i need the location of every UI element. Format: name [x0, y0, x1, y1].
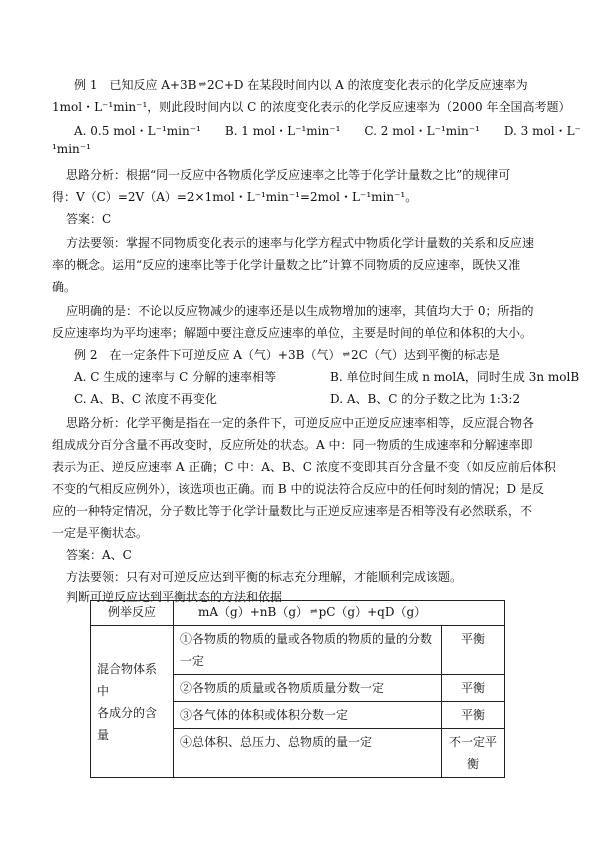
ex1-options-cont: ¹min⁻¹ [52, 142, 91, 156]
condition-cell: ①各物质的物质的量或各物质的物质的量的分数一定 [174, 626, 442, 675]
reversible-arrow-icon: ⇌ [198, 80, 205, 90]
ex1-question-line2: 1mol・L⁻¹min⁻¹，则此段时间内以 C 的浓度变化表示的化学反应速率为（2000 年全国高考题） [52, 100, 571, 114]
result-cell: 平衡 [442, 702, 505, 729]
condition-cell: ②各物质的质量或各物质质量分数一定 [174, 675, 442, 702]
ex2-option-a: A. C 生成的速率与 C 分解的速率相等 [74, 370, 277, 384]
result-cell: 平衡 [442, 626, 505, 675]
header-equation: mA（g）+nB（g） ⇌ pC（g）+qD（g） [174, 601, 505, 626]
table-row [91, 626, 505, 675]
header-label: 例举反应 [91, 601, 174, 626]
reversible-arrow-icon: ⇌ [342, 350, 349, 360]
ex2-option-c: C. A、B、C 浓度不再变化 [74, 392, 217, 406]
result-cell: 不一定平衡 [442, 729, 505, 778]
ex1-note-2: 反应速率均为平均速率；解题中要注意反应速率的单位，主要是时间的单位和体积的大小。 [52, 326, 533, 340]
table-header-row [91, 601, 505, 626]
ex1-method-1: 方法要领：掌握不同物质变化表示的速率与化学方程式中物质化学计量数的关系和反应速 [66, 236, 535, 250]
table-intro: 判断可逆反应达到平衡状态的方法和依据 [66, 590, 283, 604]
ex2-question: 例 2 在一定条件下可逆反应 A（气）+3B（气） ⇌ 2C（气）达到平衡的标志是 [74, 348, 500, 362]
ex2-analysis-3: 表示为正、逆反应速率 A 正确；C 中：A、B、C 浓度不变即其百分含量不变（如反应前后体积 [52, 460, 556, 474]
ex2-analysis-2: 组成成分百分含量不再改变时，反应所处的状态。A 中：同一物质的生成速率和分解速率即 [52, 438, 533, 452]
ex1-options: A. 0.5 mol・L⁻¹min⁻¹ B. 1 mol・L⁻¹min⁻¹ C. 2 mol・L⁻¹min⁻¹ D. 3 mol・L⁻ [74, 124, 581, 138]
ex1-method-2: 率的概念。运用“反应的速率比等于化学计量数之比”计算不同物质的反应速率，既快又准 [52, 258, 521, 272]
equilibrium-criteria-table [90, 600, 505, 778]
group-label: 混合物体系 中 各成分的含 量 [91, 626, 174, 778]
ex2-analysis-5: 应的一种特定情况，分子数比等于化学计量数比与正逆反应速率是否相等没有必然联系，不 [52, 504, 533, 518]
ex1-answer: 答案：C [66, 212, 112, 226]
condition-cell: ④总体积、总压力、总物质的量一定 [174, 729, 442, 778]
ex1-analysis-2: 得：V（C）=2V（A）=2×1mol・L⁻¹min⁻¹=2mol・L⁻¹min⁻¹。 [52, 190, 418, 204]
ex2-option-b: B. 单位时间生成 n molA，同时生成 3n molB [330, 370, 580, 384]
ex1-analysis-1: 思路分析：根据“同一反应中各物质化学反应速率之比等于化学计量数之比”的规律可 [66, 168, 511, 182]
condition-cell: ③各气体的体积或体积分数一定 [174, 702, 442, 729]
ex1-question-line1: 例 1 已知反应 A+3B ⇌ 2C+D 在某段时间内以 A 的浓度变化表示的化学反应速率为 [74, 78, 528, 92]
result-cell: 平衡 [442, 675, 505, 702]
ex2-option-d: D. A、B、C 的分子数之比为 1:3:2 [330, 392, 521, 406]
ex2-analysis-1: 思路分析：化学平衡是指在一定的条件下，可逆反应中正逆反应速率相等，反应混合物各 [66, 416, 535, 430]
reversible-arrow-icon: ⇌ [310, 607, 317, 617]
ex1-note-1: 应明确的是：不论以反应物减少的速率还是以生成物增加的速率，其值均大于 0；所指的 [66, 304, 534, 318]
ex2-method: 方法要领：只有对可逆反应达到平衡的标志充分理解，才能顺利完成该题。 [66, 570, 463, 584]
ex1-method-3: 确。 [52, 280, 77, 294]
ex2-analysis-6: 一定是平衡状态。 [52, 526, 149, 540]
ex2-answer: 答案：A、C [66, 548, 132, 562]
ex2-analysis-4: 不变的气相反应例外），该选项也正确。而 B 中的说法符合反应中的任何时刻的情况；D 是反 [52, 482, 544, 496]
